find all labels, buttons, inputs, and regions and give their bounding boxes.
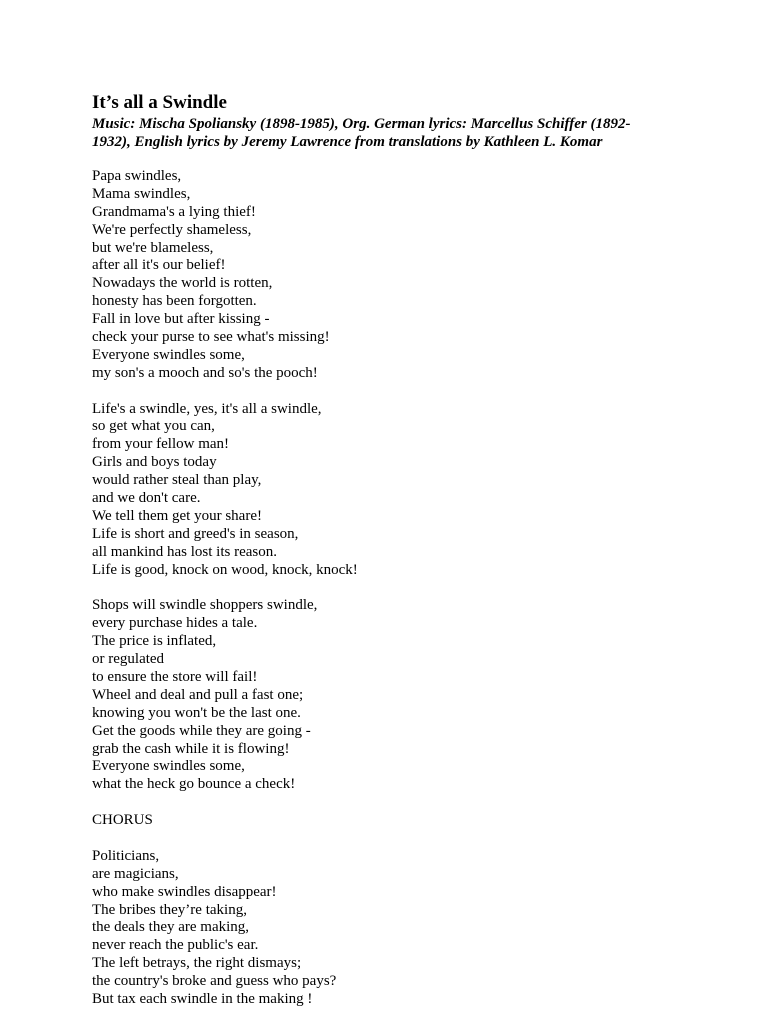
document-page	[92, 92, 692, 1027]
lyric-line: Everyone swindles some,	[92, 758, 245, 775]
lyric-line: who make swindles disappear!	[92, 883, 277, 900]
lyric-line: Wheel and deal and pull a fast one;	[92, 686, 304, 703]
lyrics-stanza	[92, 812, 692, 830]
lyric-line: Shops will swindle shoppers swindle,	[92, 597, 318, 614]
lyric-line: Mama swindles,	[92, 185, 191, 202]
lyric-line: grab the cash while it is flowing!	[92, 740, 290, 757]
lyric-line: We're perfectly shameless,	[92, 221, 252, 238]
lyric-line: Nowadays the world is rotten,	[92, 275, 273, 292]
song-title: It’s all a Swindle	[92, 92, 227, 113]
lyric-line: the country's broke and guess who pays?	[92, 973, 337, 990]
lyric-line: The bribes they’re taking,	[92, 901, 247, 918]
lyric-line: from your fellow man!	[92, 436, 230, 453]
lyrics-stanza	[92, 597, 692, 794]
lyric-line: and we don't care.	[92, 490, 201, 507]
lyric-line: Everyone swindles some,	[92, 346, 245, 363]
lyric-line: are magicians,	[92, 865, 179, 882]
lyric-line: Girls and boys today	[92, 454, 217, 471]
lyric-line: Life is good, knock on wood, knock, knock!	[92, 561, 358, 578]
lyrics-stanza	[92, 401, 692, 580]
credit-line: Music: Mischa Spoliansky (1898-1985), Org. German lyrics: Marcellus Schiffer (1892-	[92, 116, 631, 132]
lyric-line: knowing you won't be the last one.	[92, 704, 301, 721]
lyric-line: Papa swindles,	[92, 168, 182, 184]
lyric-line: honesty has been forgotten.	[92, 293, 257, 310]
lyric-line: after all it's our belief!	[92, 257, 226, 274]
lyric-line: so get what you can,	[92, 418, 215, 435]
lyrics-body	[92, 168, 692, 1009]
lyric-line: Life's a swindle, yes, it's all a swindle,	[92, 400, 322, 417]
lyric-line: The price is inflated,	[92, 633, 217, 650]
lyric-line: We tell them get your share!	[92, 507, 262, 524]
lyric-line: But tax each swindle in the making !	[92, 990, 313, 1007]
lyric-line: CHORUS	[92, 812, 153, 829]
lyric-line: The left betrays, the right dismays;	[92, 955, 302, 972]
lyric-line: or regulated	[92, 651, 165, 668]
lyric-line: to ensure the store will fail!	[92, 668, 258, 685]
lyric-line: Get the goods while they are going -	[92, 722, 311, 739]
credit-line: 1932), English lyrics by Jeremy Lawrence from translations by Kathleen L. Komar	[92, 134, 603, 150]
lyric-line: the deals they are making,	[92, 919, 250, 936]
lyric-line: Fall in love but after kissing -	[92, 311, 270, 328]
song-credits	[92, 115, 692, 151]
lyric-line: never reach the public's ear.	[92, 937, 259, 954]
lyric-line: what the heck go bounce a check!	[92, 776, 296, 793]
lyric-line: all mankind has lost its reason.	[92, 543, 277, 560]
lyrics-stanza	[92, 168, 692, 383]
lyric-line: Politicians,	[92, 847, 160, 864]
lyric-line: check your purse to see what's missing!	[92, 329, 330, 346]
lyric-line: every purchase hides a tale.	[92, 615, 258, 632]
lyric-line: but we're blameless,	[92, 239, 214, 256]
lyric-line: Grandmama's a lying thief!	[92, 203, 256, 220]
lyric-line: would rather steal than play,	[92, 472, 262, 489]
lyric-line: my son's a mooch and so's the pooch!	[92, 364, 318, 381]
lyrics-stanza	[92, 848, 692, 1009]
lyric-line: Life is short and greed's in season,	[92, 525, 299, 542]
